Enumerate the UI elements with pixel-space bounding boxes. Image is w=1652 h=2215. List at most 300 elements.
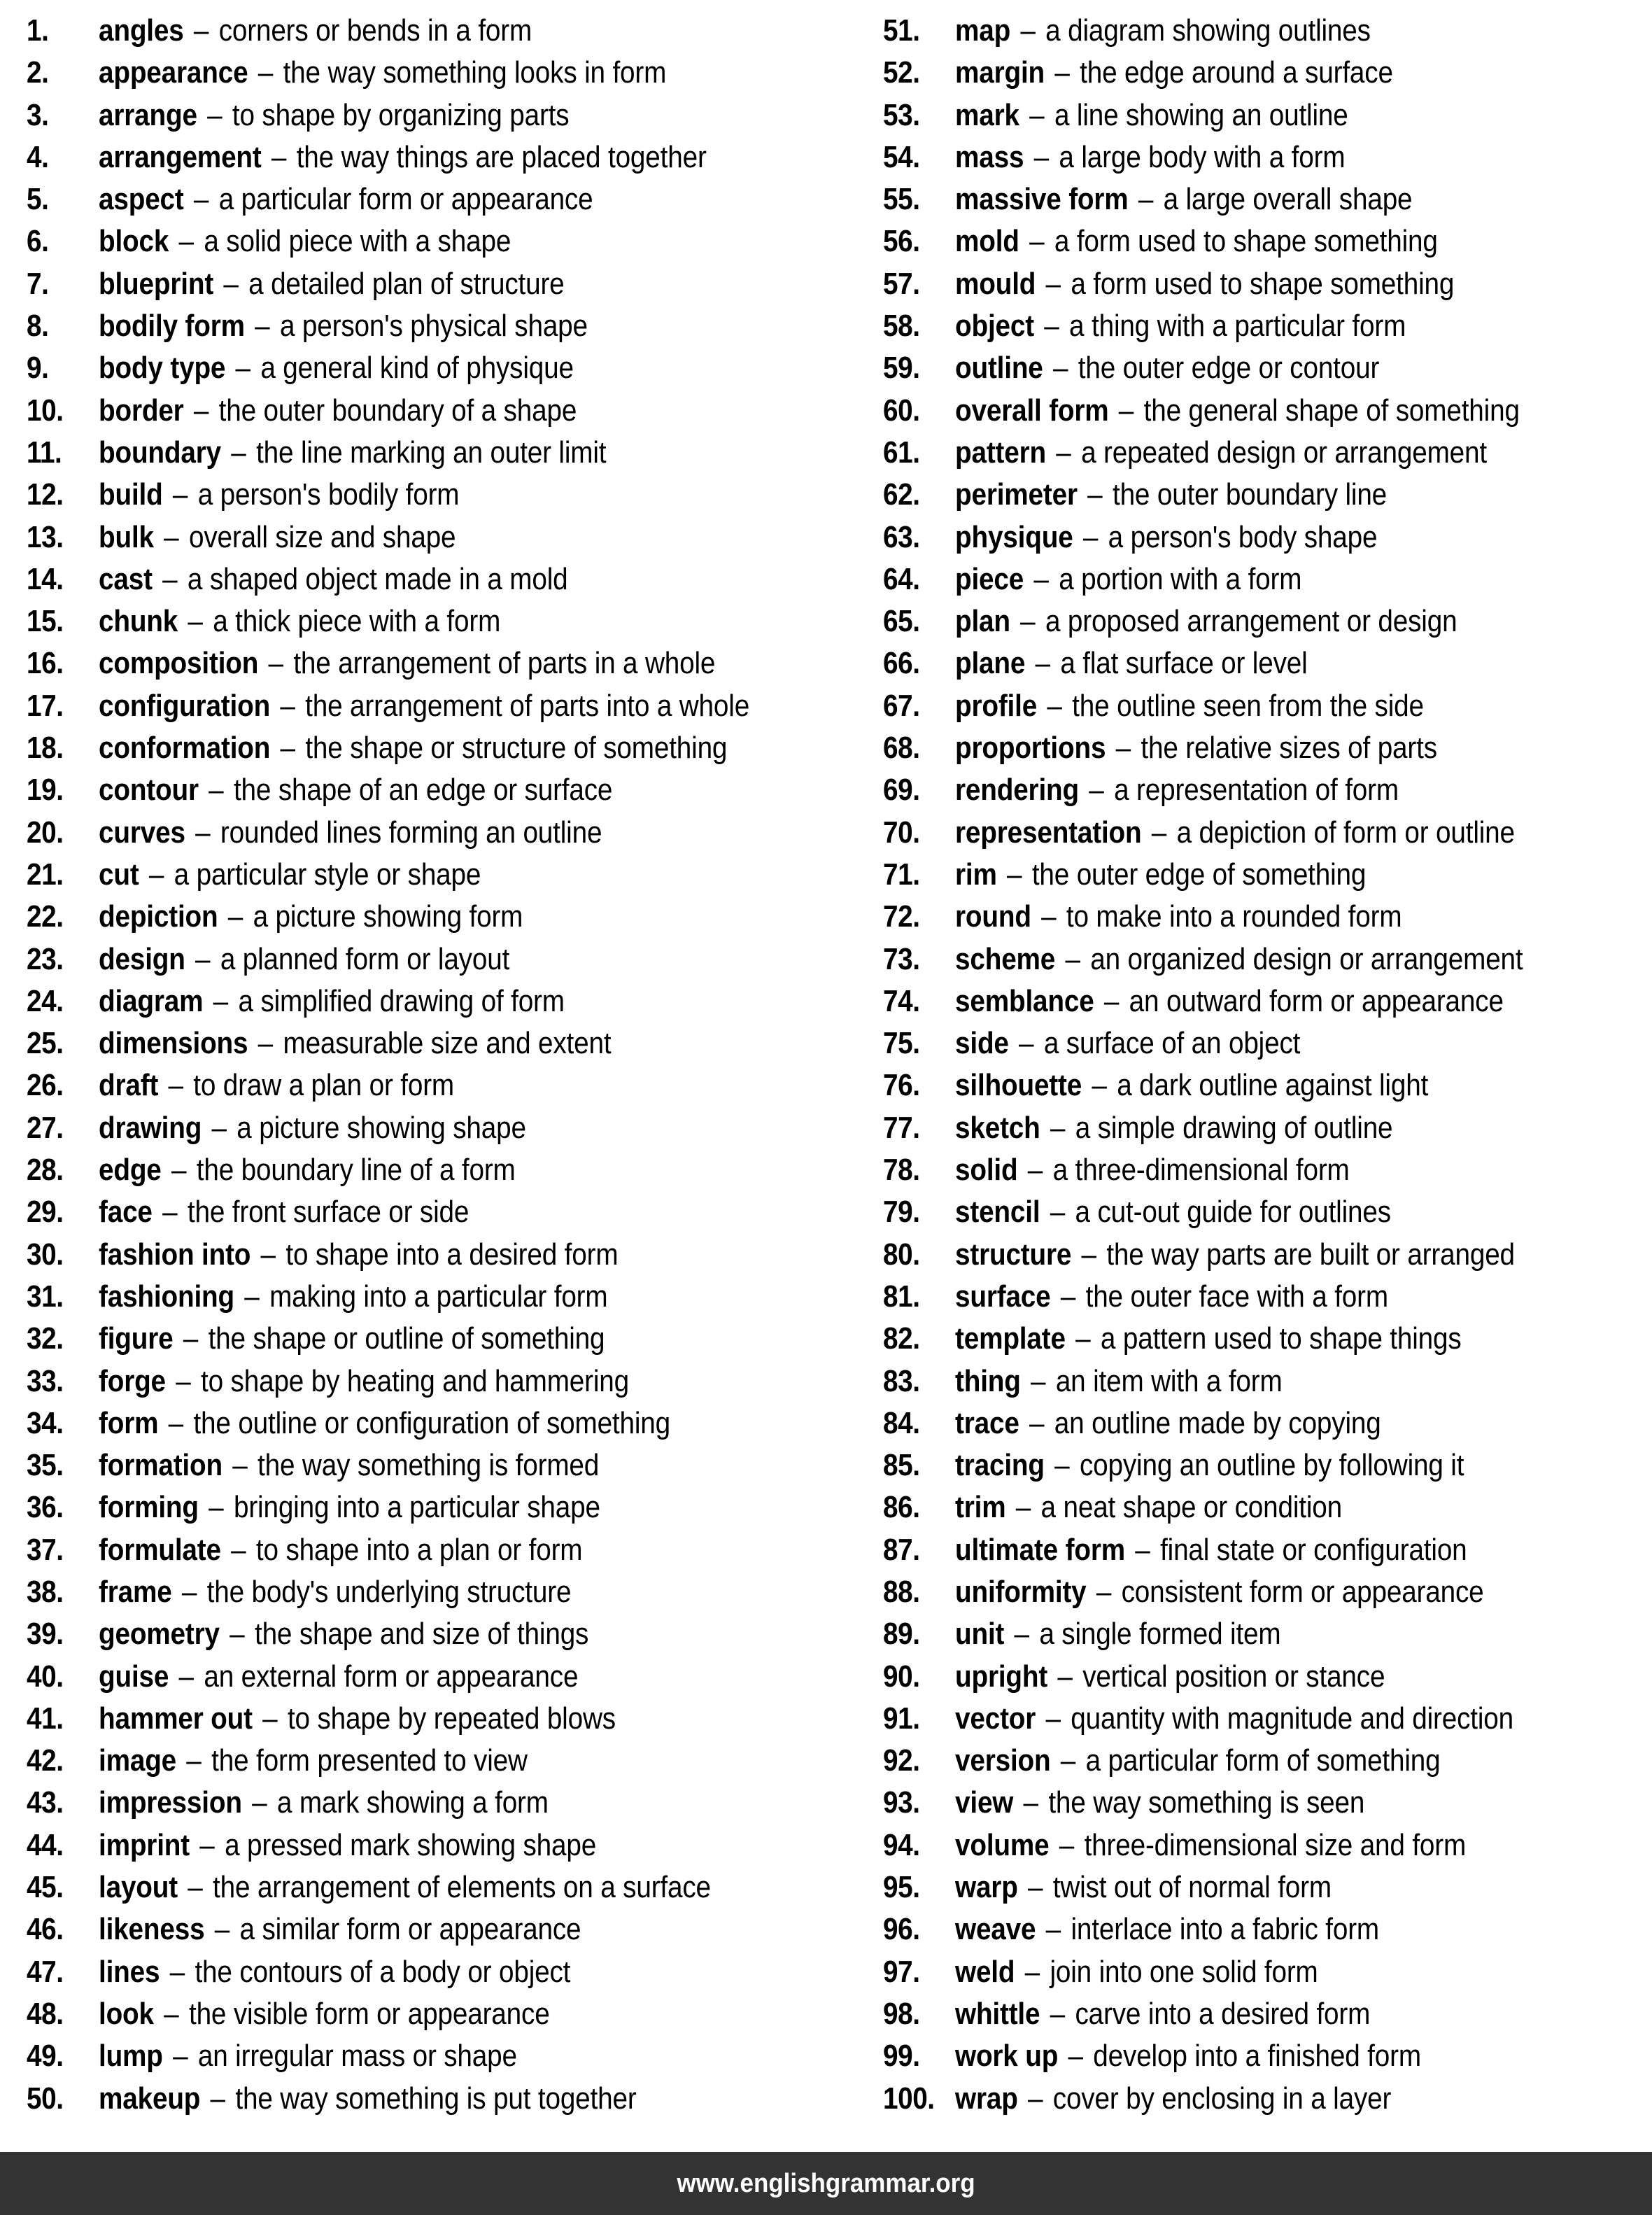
list-item-term: structure (955, 1237, 1072, 1272)
list-item-separator: – (272, 731, 303, 766)
list-item (883, 812, 1652, 854)
list-item-term: makeup (99, 2081, 201, 2116)
list-item-text (955, 1824, 1466, 1866)
list-item-term: warp (955, 1870, 1018, 1905)
list-item-term: volume (955, 1827, 1050, 1862)
list-item-term: massive form (955, 182, 1129, 217)
list-item-term: impression (99, 1785, 242, 1820)
list-item (27, 1782, 883, 1824)
list-item-separator: – (1084, 1068, 1115, 1103)
list-item (883, 2035, 1652, 2077)
list-item-definition: a representation of form (1114, 773, 1399, 808)
list-item-definition: a thing with a particular form (1069, 309, 1406, 344)
list-item-definition: the shape of an edge or surface (233, 773, 613, 808)
list-item-definition: the shape or outline of something (208, 1321, 605, 1356)
list-item-number: 6. (27, 224, 49, 259)
list-item-text (955, 1486, 1342, 1528)
list-item-separator: – (176, 1321, 206, 1356)
list-item-separator: – (178, 1743, 209, 1778)
list-item (883, 1824, 1652, 1866)
list-item-definition: a repeated design or arrangement (1081, 435, 1487, 470)
list-item (27, 1022, 883, 1064)
list-item-definition: a person's physical shape (279, 309, 588, 344)
list-item-number: 26. (27, 1068, 64, 1103)
list-item-number: 39. (27, 1617, 64, 1652)
list-item-term: rendering (955, 773, 1079, 808)
list-item-term: thing (955, 1363, 1021, 1398)
list-item (27, 1656, 883, 1698)
list-item-number: 60. (883, 393, 920, 428)
list-item-term: semblance (955, 983, 1094, 1018)
list-item-text (955, 10, 1371, 52)
list-item-text (99, 1149, 516, 1191)
list-item (883, 1571, 1652, 1613)
list-item-number: 41. (27, 1701, 64, 1736)
list-item-separator: – (1022, 1405, 1052, 1440)
list-item-term: lines (99, 1954, 160, 1989)
list-item-number: 47. (27, 1954, 64, 1989)
list-item-definition: twist out of normal form (1052, 1870, 1332, 1905)
list-item-term: mark (955, 97, 1019, 132)
list-item-separator: – (162, 1954, 192, 1989)
list-item-separator: – (247, 309, 278, 344)
list-item-text (955, 1951, 1318, 1993)
footer-bar (0, 2152, 1652, 2215)
list-item-separator: – (1039, 688, 1070, 723)
list-item (883, 1866, 1652, 1908)
list-item-separator: – (1038, 1912, 1068, 1947)
list-item-text (99, 2035, 517, 2077)
list-item-term: arrangement (99, 139, 262, 174)
list-item (883, 1993, 1652, 2035)
list-item (883, 1276, 1652, 1318)
list-item-text (955, 1740, 1441, 1782)
list-item (27, 854, 883, 896)
list-column-right (883, 10, 1652, 2152)
list-item-text (99, 10, 532, 52)
list-item-definition: a depiction of form or outline (1176, 815, 1515, 850)
list-item-text (99, 136, 707, 178)
list-item-separator: – (260, 646, 291, 681)
list-item-definition: the general shape of something (1143, 393, 1520, 428)
list-item-number: 90. (883, 1659, 920, 1694)
list-item-number: 12. (27, 477, 64, 512)
list-item-text (955, 642, 1308, 684)
list-item-number: 66. (883, 646, 920, 681)
list-item-definition: an organized design or arrangement (1090, 941, 1523, 976)
list-item (27, 1318, 883, 1360)
website-url: www.englishgrammar.org (677, 2168, 975, 2198)
list-item (883, 94, 1652, 136)
list-item (883, 347, 1652, 389)
list-item-separator: – (168, 1363, 199, 1398)
list-item-separator: – (1053, 1279, 1084, 1314)
list-item-definition: overall size and shape (188, 519, 456, 554)
list-item-term: pattern (955, 435, 1047, 470)
list-item-definition: a large body with a form (1059, 139, 1346, 174)
list-item-text (955, 474, 1387, 516)
list-item (883, 516, 1652, 558)
list-item-term: formulate (99, 1532, 221, 1567)
list-item (27, 769, 883, 811)
list-item-number: 1. (27, 13, 49, 48)
list-item (27, 1234, 883, 1276)
list-item-term: outline (955, 351, 1043, 386)
list-item-separator: – (1089, 1574, 1120, 1609)
list-item-definition: a similar form or appearance (239, 1912, 581, 1947)
list-item-definition: the outer face with a form (1085, 1279, 1388, 1314)
list-item-definition: quantity with magnitude and direction (1071, 1701, 1514, 1736)
list-item-text (955, 1698, 1513, 1740)
list-item (27, 1951, 883, 1993)
list-item-term: side (955, 1026, 1009, 1061)
list-item-definition: a particular style or shape (174, 857, 481, 892)
list-item-separator: – (1111, 393, 1142, 428)
list-item-separator: – (1052, 1827, 1082, 1862)
list-item (883, 390, 1652, 432)
list-item-term: build (99, 477, 163, 512)
list-item-term: cast (99, 561, 153, 596)
list-item-term: sketch (955, 1110, 1040, 1145)
list-item-separator: – (1108, 731, 1138, 766)
list-item-term: imprint (99, 1827, 190, 1862)
list-item-term: dimensions (99, 1026, 248, 1061)
list-item-separator: – (225, 1448, 255, 1483)
list-item-term: contour (99, 773, 199, 808)
list-item (27, 2035, 883, 2077)
list-item-term: round (955, 899, 1031, 934)
list-item-term: geometry (99, 1617, 220, 1652)
list-item-term: edge (99, 1153, 162, 1188)
list-item-separator: – (1011, 1026, 1042, 1061)
list-item (27, 1866, 883, 1908)
list-item-definition: an irregular mass or shape (197, 2039, 517, 2074)
list-item-number: 13. (27, 519, 64, 554)
list-item-number: 9. (27, 351, 49, 386)
list-item (883, 1402, 1652, 1444)
list-item-separator: – (1038, 1701, 1068, 1736)
list-item-term: map (955, 13, 1011, 48)
list-item-definition: a pattern used to shape things (1100, 1321, 1462, 1356)
list-item (27, 1529, 883, 1571)
list-item-number: 42. (27, 1743, 64, 1778)
list-item (883, 1149, 1652, 1191)
list-item-text (99, 1402, 670, 1444)
list-item-text (99, 854, 481, 896)
list-item-definition: the way things are placed together (296, 139, 707, 174)
list-item-number: 37. (27, 1532, 64, 1567)
list-item-separator: – (155, 1195, 185, 1230)
list-item-separator: – (1144, 815, 1175, 850)
list-item (27, 178, 883, 220)
list-item-number: 73. (883, 941, 920, 976)
list-item-term: body type (99, 351, 226, 386)
list-item (883, 1022, 1652, 1064)
list-item (883, 1360, 1652, 1402)
list-item-separator: – (1033, 899, 1064, 934)
list-item-number: 92. (883, 1743, 920, 1778)
list-item-text (99, 558, 568, 600)
list-item-term: mould (955, 266, 1036, 301)
list-item-separator: – (1012, 604, 1043, 639)
list-item-definition: copying an outline by following it (1079, 1448, 1464, 1483)
list-item-term: solid (955, 1153, 1018, 1188)
list-item-definition: carve into a desired form (1075, 1996, 1371, 2031)
list-item-text (955, 305, 1406, 347)
list-item-text (99, 1234, 618, 1276)
list-item-separator: – (1045, 351, 1076, 386)
list-item (883, 1064, 1652, 1106)
list-item-separator: – (1020, 1870, 1051, 1905)
list-item-number: 86. (883, 1490, 920, 1525)
list-item-separator: – (186, 182, 217, 217)
list-item-definition: a large overall shape (1163, 182, 1413, 217)
list-item-number: 53. (883, 97, 920, 132)
list-item-text (99, 1444, 599, 1486)
list-item-number: 18. (27, 731, 64, 766)
list-item-number: 68. (883, 731, 920, 766)
list-item-number: 89. (883, 1617, 920, 1652)
list-item-separator: – (1015, 1785, 1046, 1820)
list-item-text (99, 347, 574, 389)
list-item-number: 32. (27, 1321, 64, 1356)
list-item (27, 305, 883, 347)
list-item-number: 81. (883, 1279, 920, 1314)
list-item-text (955, 390, 1520, 432)
list-item-term: angles (99, 13, 184, 48)
list-item-text (955, 347, 1379, 389)
list-item (27, 685, 883, 727)
list-item-text (955, 1613, 1280, 1655)
list-item-number: 33. (27, 1363, 64, 1398)
list-item-separator: – (201, 1490, 232, 1525)
list-item-separator: – (253, 1237, 283, 1272)
list-item-number: 3. (27, 97, 49, 132)
list-item (883, 1486, 1652, 1528)
list-item-separator: – (1127, 1532, 1158, 1567)
list-item (883, 263, 1652, 305)
list-item-number: 54. (883, 139, 920, 174)
list-item-text (955, 727, 1437, 769)
list-item-number: 20. (27, 815, 64, 850)
list-item-definition: a particular form of something (1085, 1743, 1441, 1778)
list-item (883, 600, 1652, 642)
list-item-text (955, 1064, 1428, 1106)
list-item-text (99, 1613, 588, 1655)
list-item-term: conformation (99, 731, 271, 766)
list-item (27, 980, 883, 1022)
list-item-term: depiction (99, 899, 218, 934)
list-item-term: surface (955, 1279, 1051, 1314)
list-item-number: 43. (27, 1785, 64, 1820)
list-item-separator: – (201, 773, 232, 808)
list-item (27, 812, 883, 854)
list-item-separator: – (999, 857, 1030, 892)
list-item-text (955, 1908, 1379, 1950)
list-item-term: representation (955, 815, 1142, 850)
list-item-text (99, 600, 500, 642)
list-item-term: configuration (99, 688, 271, 723)
list-item-text (99, 938, 509, 980)
list-item (883, 1951, 1652, 1993)
list-item-text (955, 1782, 1364, 1824)
list-item (27, 558, 883, 600)
list-item (27, 220, 883, 262)
list-item-number: 70. (883, 815, 920, 850)
list-item-number: 55. (883, 182, 920, 217)
list-item-separator: – (223, 435, 254, 470)
list-item-separator: – (1012, 13, 1043, 48)
list-item (883, 727, 1652, 769)
list-item-term: formation (99, 1448, 223, 1483)
list-item-definition: a particular form or appearance (218, 182, 593, 217)
list-item-number: 21. (27, 857, 64, 892)
list-item-definition: the arrangement of elements on a surface (213, 1870, 711, 1905)
list-item-definition: an outward form or appearance (1129, 983, 1504, 1018)
list-item-text (99, 1064, 454, 1106)
list-item-definition: interlace into a fabric form (1071, 1912, 1380, 1947)
list-item-term: profile (955, 688, 1038, 723)
list-item-separator: – (1042, 1195, 1073, 1230)
list-item-number: 63. (883, 519, 920, 554)
list-item-separator: – (227, 351, 258, 386)
list-item-number: 17. (27, 688, 64, 723)
list-item-number: 100. (883, 2081, 935, 2116)
list-item-definition: the outer boundary line (1112, 477, 1388, 512)
list-item-number: 99. (883, 2039, 920, 2074)
list-item-number: 93. (883, 1785, 920, 1820)
list-item (27, 2078, 883, 2120)
list-item-term: figure (99, 1321, 174, 1356)
list-item-term: draft (99, 1068, 159, 1103)
list-item-definition: a picture showing shape (236, 1110, 526, 1145)
list-item-number: 57. (883, 266, 920, 301)
list-item-text (99, 642, 715, 684)
list-item-separator: – (1053, 1743, 1084, 1778)
list-item-number: 84. (883, 1405, 920, 1440)
list-item-text (955, 980, 1504, 1022)
list-item-separator: – (1080, 477, 1110, 512)
list-item-number: 98. (883, 1996, 920, 2031)
list-item (27, 474, 883, 516)
list-item-definition: the boundary line of a form (196, 1153, 516, 1188)
list-item-text (99, 263, 565, 305)
list-item-definition: join into one solid form (1050, 1954, 1318, 1989)
list-item-term: margin (955, 55, 1045, 90)
list-item (883, 220, 1652, 262)
list-item (883, 1107, 1652, 1149)
list-item-number: 4. (27, 139, 49, 174)
list-item-term: lump (99, 2039, 163, 2074)
list-item-text (955, 1402, 1381, 1444)
list-item-term: blueprint (99, 266, 214, 301)
list-item-number: 16. (27, 646, 64, 681)
list-item (883, 980, 1652, 1022)
list-item-text (955, 854, 1366, 896)
list-item-definition: three-dimensional size and form (1084, 1827, 1467, 1862)
list-item-separator: – (1026, 139, 1057, 174)
list-item-separator: – (250, 1026, 281, 1061)
list-item-number: 94. (883, 1827, 920, 1862)
list-item-text (955, 1149, 1350, 1191)
list-item-number: 56. (883, 224, 920, 259)
list-item-number: 25. (27, 1026, 64, 1061)
list-item-text (955, 2078, 1391, 2120)
list-item-text (99, 52, 666, 94)
list-item-separator: – (250, 55, 281, 90)
list-item-definition: a three-dimensional form (1052, 1153, 1350, 1188)
list-item-term: plane (955, 646, 1026, 681)
list-item-text (99, 94, 569, 136)
list-item-term: block (99, 224, 169, 259)
list-item-separator: – (244, 1785, 275, 1820)
list-item-term: object (955, 309, 1034, 344)
list-item-separator: – (255, 1701, 285, 1736)
list-item-term: weld (955, 1954, 1015, 1989)
list-item-number: 8. (27, 309, 49, 344)
list-item-number: 59. (883, 351, 920, 386)
list-item (27, 1402, 883, 1444)
list-item-separator: – (180, 604, 211, 639)
list-item (27, 1191, 883, 1233)
list-item-separator: – (155, 561, 185, 596)
list-item-definition: a form used to shape something (1054, 224, 1438, 259)
list-item-definition: a flat surface or level (1060, 646, 1308, 681)
list-item (883, 1613, 1652, 1655)
list-item-definition: an external form or appearance (204, 1659, 579, 1694)
list-item-term: likeness (99, 1912, 205, 1947)
list-item-text (99, 1740, 528, 1782)
list-item-definition: to shape by repeated blows (287, 1701, 616, 1736)
list-item (27, 516, 883, 558)
list-item-text (99, 980, 565, 1022)
list-item-definition: the edge around a surface (1080, 55, 1393, 90)
list-item-definition: a dark outline against light (1117, 1068, 1429, 1103)
list-item-text (99, 1698, 616, 1740)
list-item-separator: – (1081, 773, 1112, 808)
list-item (27, 1149, 883, 1191)
list-item-separator: – (199, 97, 230, 132)
list-item-definition: the arrangement of parts in a whole (293, 646, 716, 681)
list-item-text (99, 1486, 600, 1528)
list-item (27, 1276, 883, 1318)
list-item-separator: – (1022, 97, 1052, 132)
list-item-definition: to make into a rounded form (1066, 899, 1402, 934)
list-item (883, 1318, 1652, 1360)
list-column-left (0, 10, 883, 2152)
list-item-text (955, 263, 1454, 305)
list-item-number: 58. (883, 309, 920, 344)
list-item-text (99, 1782, 549, 1824)
list-item-definition: an outline made by copying (1054, 1405, 1381, 1440)
list-item-number: 15. (27, 604, 64, 639)
list-item-term: tracing (955, 1448, 1045, 1483)
list-item (883, 896, 1652, 938)
list-item-number: 29. (27, 1195, 64, 1230)
list-item-separator: – (174, 1574, 205, 1609)
list-item-separator: – (180, 1870, 211, 1905)
list-item-text (955, 94, 1348, 136)
list-item-term: drawing (99, 1110, 202, 1145)
list-item-number: 72. (883, 899, 920, 934)
list-item (883, 938, 1652, 980)
list-item-text (955, 600, 1457, 642)
list-item-text (955, 1866, 1332, 1908)
list-item-definition: a planned form or layout (220, 941, 510, 976)
list-item-definition: a picture showing form (253, 899, 523, 934)
list-item-definition: the outer boundary of a shape (218, 393, 577, 428)
list-item-definition: making into a particular form (269, 1279, 608, 1314)
